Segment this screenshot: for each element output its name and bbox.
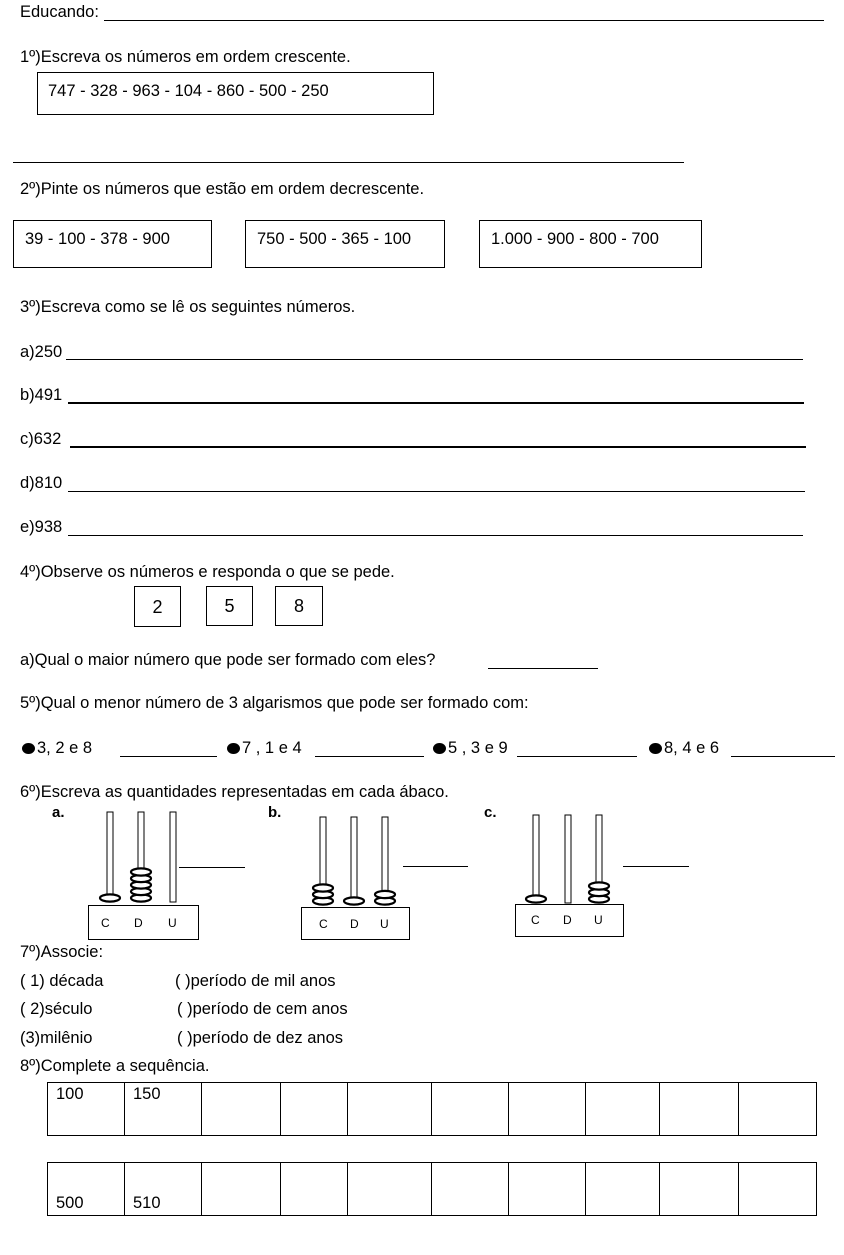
q3-item-e: e)938 (20, 518, 63, 536)
abacus-a-col-c: C (101, 916, 110, 930)
q7-left-3: (3)milênio (20, 1029, 93, 1047)
q2-box-2[interactable] (245, 220, 445, 268)
q4-title: 4º)Observe os números e responda o que se pede. (20, 563, 395, 581)
q3-answer-a[interactable] (66, 359, 803, 360)
sequence-cell[interactable] (660, 1083, 739, 1136)
student-name-label: Educando: (20, 3, 99, 21)
q2-title: 2º)Pinte os números que estão em ordem decrescente. (20, 180, 425, 198)
sequence-cell[interactable] (660, 1163, 739, 1216)
q5-option-2: 7 , 1 e 4 (227, 739, 302, 758)
sequence-cell[interactable] (586, 1083, 660, 1136)
q2-box-1-text: 39 - 100 - 378 - 900 (25, 230, 170, 248)
q7-right-3[interactable]: ( )período de dez anos (177, 1029, 344, 1047)
q3-title: 3º)Escreva como se lê os seguintes números. (20, 298, 356, 316)
abacus-rod (565, 815, 571, 903)
sequence-cell: 500 (48, 1163, 125, 1216)
q1-answer-line[interactable] (13, 162, 684, 163)
q5-answer-1[interactable] (120, 756, 217, 757)
q5-option-4: 8, 4 e 6 (649, 739, 719, 758)
q7-left-2: ( 2)século (20, 1000, 93, 1018)
abacus-a-col-d: D (134, 916, 143, 930)
q1-title: 1º)Escreva os números em ordem crescente. (20, 48, 351, 66)
q5-answer-4[interactable] (731, 756, 835, 757)
sequence-cell[interactable] (202, 1163, 281, 1216)
q7-left-1: ( 1) década (20, 972, 104, 990)
abacus-c-answer[interactable] (623, 866, 689, 867)
sequence-cell[interactable] (202, 1083, 281, 1136)
abacus-bead (344, 897, 364, 904)
q3-item-d: d)810 (20, 474, 63, 492)
bullet-icon (22, 743, 35, 754)
q3-item-b: b)491 (20, 386, 63, 404)
sequence-cell[interactable] (586, 1163, 660, 1216)
sequence-cell[interactable] (348, 1163, 432, 1216)
abacus-a-col-u: U (168, 916, 177, 930)
sequence-cell: 510 (125, 1163, 202, 1216)
abacus-c-col-c: C (531, 913, 540, 927)
abacus-rod (533, 815, 539, 903)
q2-box-3-text: 1.000 - 900 - 800 - 700 (491, 230, 659, 248)
abacus-bead (131, 868, 151, 875)
abacus-c (515, 813, 625, 938)
q8-sequence-table-2 (47, 1162, 817, 1216)
sequence-cell[interactable] (739, 1083, 817, 1136)
q4-digit-card: 2 (134, 586, 181, 627)
sequence-cell: 150 (125, 1083, 202, 1136)
q1-numbers: 747 - 328 - 963 - 104 - 860 - 500 - 250 (48, 82, 329, 100)
q3-answer-d[interactable] (68, 491, 805, 492)
abacus-c-col-d: D (563, 913, 572, 927)
abacus-b-label: b. (268, 804, 282, 821)
q3-answer-c[interactable] (70, 446, 806, 448)
q1-numbers-box (37, 72, 434, 115)
abacus-bead (100, 894, 120, 901)
abacus-b-col-d: D (350, 917, 359, 931)
sequence-cell: 100 (48, 1083, 125, 1136)
q3-item-a: a)250 (20, 343, 63, 361)
bullet-icon (433, 743, 446, 754)
abacus-bead (375, 891, 395, 898)
q7-right-1[interactable]: ( )período de mil anos (175, 972, 336, 990)
q5-answer-3[interactable] (517, 756, 637, 757)
q5-answer-2[interactable] (315, 756, 424, 757)
abacus-a-label: a. (52, 804, 65, 821)
abacus-b-col-c: C (319, 917, 328, 931)
abacus-c-col-u: U (594, 913, 603, 927)
abacus-a (88, 810, 200, 942)
q3-answer-e[interactable] (68, 535, 803, 536)
q5-option-1: 3, 2 e 8 (22, 739, 92, 758)
q8-sequence-table-1 (47, 1082, 817, 1136)
abacus-c-label: c. (484, 804, 497, 821)
abacus-bead (526, 895, 546, 902)
q7-title: 7º)Associe: (20, 943, 104, 961)
abacus-bead (313, 884, 333, 891)
student-name-field[interactable] (104, 20, 824, 21)
sequence-cell[interactable] (739, 1163, 817, 1216)
q4-digit-card: 8 (275, 586, 323, 626)
q2-box-2-text: 750 - 500 - 365 - 100 (257, 230, 412, 248)
sequence-cell[interactable] (509, 1083, 586, 1136)
q7-right-2[interactable]: ( )período de cem anos (177, 1000, 348, 1018)
q4-digit-card: 5 (206, 586, 253, 626)
abacus-b-col-u: U (380, 917, 389, 931)
q3-answer-b[interactable] (68, 402, 804, 404)
q5-option-3: 5 , 3 e 9 (433, 739, 508, 758)
q4-question-a: a)Qual o maior número que pode ser formado com eles? (20, 651, 436, 669)
abacus-rod (170, 812, 176, 902)
abacus-b (301, 815, 411, 941)
q5-title: 5º)Qual o menor número de 3 algarismos que pode ser formado com: (20, 694, 529, 712)
sequence-cell[interactable] (509, 1163, 586, 1216)
sequence-cell[interactable] (281, 1163, 348, 1216)
q2-box-1[interactable] (13, 220, 212, 268)
sequence-cell[interactable] (432, 1083, 509, 1136)
q6-title: 6º)Escreva as quantidades representadas em cada ábaco. (20, 783, 449, 801)
bullet-icon (649, 743, 662, 754)
q4-answer-line[interactable] (488, 668, 598, 669)
abacus-rod (107, 812, 113, 902)
abacus-b-answer[interactable] (403, 866, 468, 867)
abacus-a-answer[interactable] (179, 867, 245, 868)
sequence-cell[interactable] (348, 1083, 432, 1136)
q8-title: 8º)Complete a sequência. (20, 1057, 210, 1075)
abacus-bead (589, 882, 609, 889)
q2-box-3[interactable] (479, 220, 702, 268)
q3-item-c: c)632 (20, 430, 62, 448)
sequence-cell[interactable] (432, 1163, 509, 1216)
abacus-rod (351, 817, 357, 905)
bullet-icon (227, 743, 240, 754)
sequence-cell[interactable] (281, 1083, 348, 1136)
